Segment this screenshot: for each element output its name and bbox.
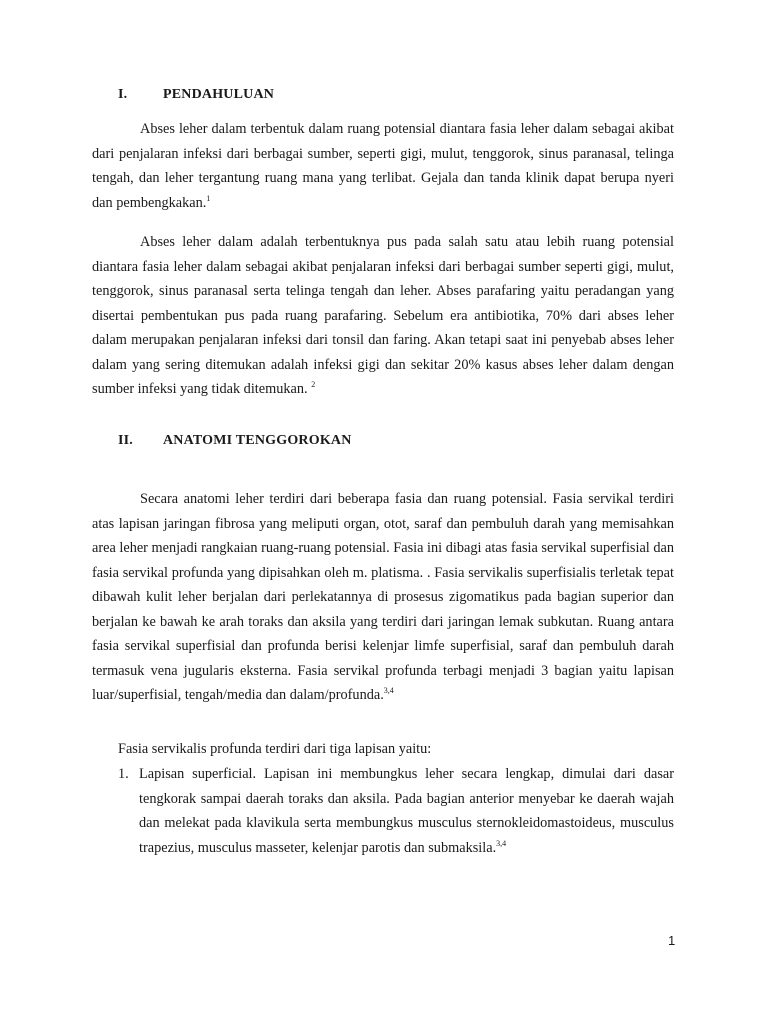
list-item-text: Lapisan superficial. Lapisan ini membungkus leher secara lengkap, dimulai dari dasar tengkorak sampai daerah toraks dan aksila. Pada bagian anterior menyebar ke daerah wajah dan melekat pada klavikula serta membungkus musculus sternokleidomastoideus, musculus trapezius, musculus masseter, kelenjar parotis dan submaksila. [139, 766, 674, 856]
page-number: 1 [668, 933, 676, 948]
paragraph-text: Abses leher dalam adalah terbentuknya pus pada salah satu atau lebih ruang potensial diantara fasia leher dalam sebagai akibat penjalaran infeksi dari berbagai sumber seperti gigi, mulut, tenggorok, sinus paranasal serta telinga tengah dan leher. Abses parafaring yaitu peradangan yang disertai pembentukan pus pada ruang parafaring. Sebelum era antibiotika, 70% dari abses leher dalam merupakan penjalaran infeksi dari tonsil dan faring. Akan tetapi saat ini penyebab abses leher dalam yang sering ditemukan adalah infeksi gigi dan sekitar 20% kasus abses leher dalam dengan sumber infeksi yang tidak ditemukan. [92, 234, 674, 397]
paragraph [92, 117, 674, 215]
citation: 2 [311, 380, 316, 390]
section-title: ANATOMI TENGGOROKAN [163, 433, 352, 448]
list-item [118, 762, 674, 860]
paragraph-text: Abses leher dalam terbentuk dalam ruang potensial diantara fasia leher dalam sebagai akibat dari penjalaran infeksi dari berbagai sumber, seperti gigi, mulut, tenggorok, sinus paranasal, telinga tengah, dan leher tergantung ruang mana yang terlibat. Gejala dan tanda klinik dapat berupa nyeri dan pembengkakan. [92, 121, 674, 211]
list-intro: Fasia servikalis profunda terdiri dari tiga lapisan yaitu: [118, 741, 432, 757]
paragraph [92, 487, 674, 708]
citation: 1 [206, 193, 211, 203]
section-number: I. [118, 87, 128, 102]
list-item-body [139, 762, 674, 860]
paragraph-text: Secara anatomi leher terdiri dari beberapa fasia dan ruang potensial. Fasia servikal terdiri atas lapisan jaringan fibrosa yang meliputi organ, otot, saraf dan pembuluh darah yang memisahkan area leher menjadi rangkaian ruang-ruang potensial. Fasia ini dibagi atas fasia servikal superfisial dan fasia servikal profunda yang dipisahkan oleh m. platisma. . Fasia servikalis superfisialis terletak tepat dibawah kulit leher berjalan dari perlekatannya di prosesus zigomatikus pada bagian superior dan berjalan ke bawah ke arah toraks dan aksila yang terdiri dari jaringan lemak subkutan. Ruang antara fasia servikal superfisial dan profunda berisi kelenjar limfe superfisial, saraf dan pembuluh darah termasuk vena jugularis eksterna. Fasia servikal profunda terbagi menjadi 3 bagian yaitu lapisan luar/superfisial, tengah/media dan dalam/profunda. [92, 491, 674, 703]
section-title: PENDAHULUAN [163, 87, 275, 102]
section-heading [118, 87, 274, 103]
section-heading [118, 433, 352, 449]
section-number: II. [118, 433, 133, 448]
list-marker: 1. [118, 766, 129, 782]
citation: 3,4 [383, 686, 394, 696]
paragraph [92, 230, 674, 402]
citation: 3,4 [496, 838, 507, 848]
